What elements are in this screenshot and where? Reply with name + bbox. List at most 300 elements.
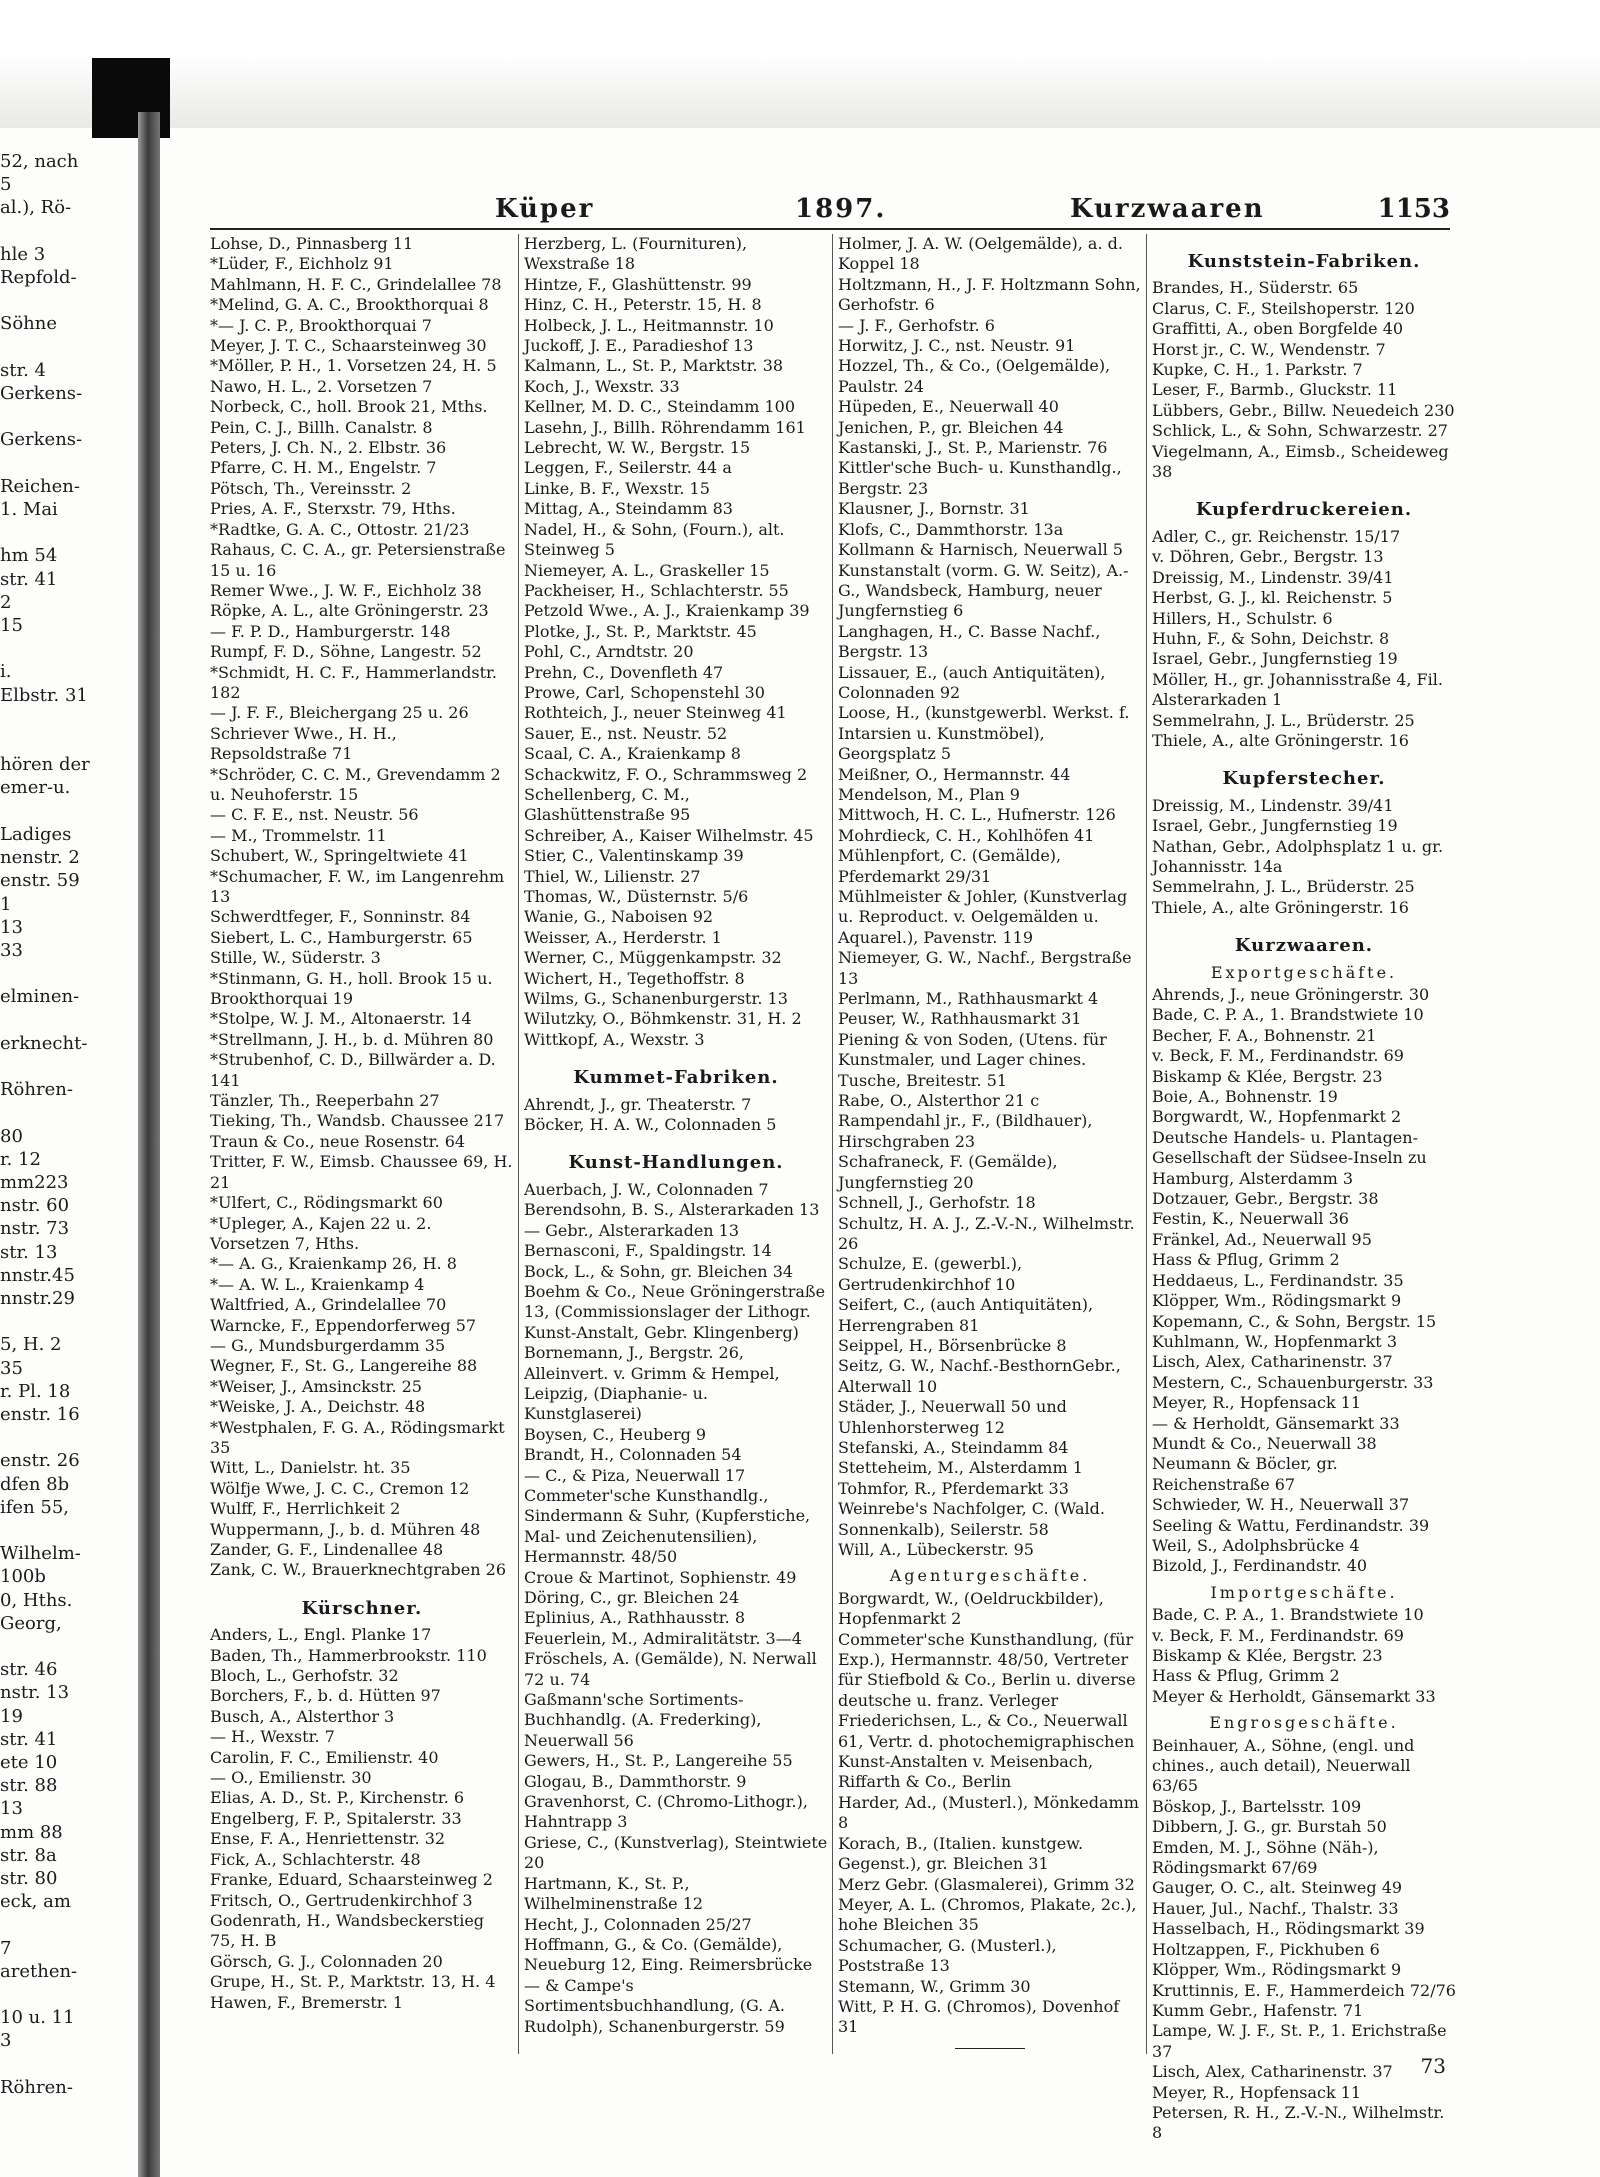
directory-entry: Hintze, F., Glashüttenstr. 99 [524, 274, 752, 294]
directory-entry: Niemeyer, G. W., Nachf., Bergstraße 13 [838, 948, 1132, 988]
directory-entry: Wulff, F., Herrlichkeit 2 [210, 1499, 401, 1519]
directory-entry: Horwitz, J. C., nst. Neustr. 91 [838, 336, 1076, 356]
directory-entry: *Stolpe, W. J. M., Altonaerstr. 14 [210, 1009, 472, 1029]
directory-entry: Thiel, W., Lilienstr. 27 [524, 866, 701, 886]
directory-entry: Lissauer, E., (auch Antiquitäten), Colonnaden 92 [838, 662, 1106, 702]
directory-entry: *Upleger, A., Kajen 22 u. 2. Vorsetzen 7, Hths. [210, 1213, 432, 1253]
directory-entry: Schlick, L., & Sohn, Schwarzestr. 27 [1152, 421, 1448, 441]
directory-entry: Kalmann, L., St. P., Marktstr. 38 [524, 356, 784, 376]
directory-entry: Hüpeden, E., Neuerwall 40 [838, 397, 1059, 417]
subsection-heading: Agenturgeschäfte. [889, 1566, 1091, 1586]
directory-entry: *Möller, P. H., 1. Vorsetzen 24, H. 5 [210, 356, 497, 376]
directory-entry: Israel, Gebr., Jungfernstieg 19 [1152, 816, 1398, 836]
directory-entry: Böskop, J., Bartelsstr. 109 [1152, 1796, 1362, 1816]
directory-entry: Pein, C. J., Billh. Canalstr. 8 [210, 417, 433, 437]
fragment-line: r. 12 [0, 1148, 41, 1170]
directory-entry: Elias, A. D., St. P., Kirchenstr. 6 [210, 1788, 465, 1808]
fragment-line: 7 [0, 1937, 12, 1959]
directory-entry: Franke, Eduard, Schaarsteinweg 2 [210, 1870, 493, 1890]
directory-entry: Peuser, W., Rathhausmarkt 31 [838, 1009, 1082, 1029]
directory-entry: — F. P. D., Hamburgerstr. 148 [210, 621, 451, 641]
fragment-line [0, 405, 132, 428]
directory-entry: — J. F., Gerhofstr. 6 [838, 315, 995, 335]
directory-entry: Schwerdtfeger, F., Sonninstr. 84 [210, 907, 471, 927]
directory-entry: Kopemann, C., & Sohn, Bergstr. 15 [1152, 1311, 1437, 1331]
fragment-line: Georg, [0, 1612, 62, 1634]
directory-entry: Witt, L., Danielstr. ht. 35 [210, 1458, 411, 1478]
directory-entry: Hecht, J., Colonnaden 25/27 [524, 1914, 752, 1934]
directory-entry: Schulze, E. (gewerbl.), Gertrudenkirchhof 10 [838, 1254, 1023, 1294]
directory-entry: v. Beck, F. M., Ferdinandstr. 69 [1152, 1625, 1404, 1645]
fragment-line: Reichen- [0, 475, 80, 497]
directory-entry: Boie, A., Bohnenstr. 19 [1152, 1087, 1338, 1107]
directory-entry: Klöpper, Wm., Rödingsmarkt 9 [1152, 1291, 1402, 1311]
directory-entry: *Strubenhof, C. D., Billwärder a. D. 141 [210, 1050, 496, 1090]
directory-entry: Godenrath, H., Wandsbeckerstieg 75, H. B [210, 1910, 485, 1951]
fragment-line: str. 41 [0, 568, 58, 590]
fragment-line: str. 13 [0, 1241, 58, 1263]
directory-entry: Griese, C., (Kunstverlag), Steintwiete 20 [524, 1832, 828, 1873]
directory-entry: Croue & Martinot, Sophienstr. 49 [524, 1567, 797, 1587]
section-heading: Kupferstecher. [1222, 768, 1386, 790]
section-heading: Kürschner. [301, 1597, 423, 1619]
fragment-line: mm223 [0, 1171, 69, 1193]
header-first-entry: Küper [495, 194, 595, 224]
directory-entry: Schafraneck, F. (Gemälde), Jungfernstieg 20 [838, 1152, 1058, 1192]
directory-entry: *Schmidt, H. C. F., Hammerlandstr. 182 [210, 662, 497, 702]
directory-entry: *Stinmann, G. H., holl. Brook 15 u. Brookthorquai 19 [210, 968, 493, 1009]
directory-entry: Commeter'sche Kunsthandlung, (für Exp.), Hermannstr. 48/50, Vertreter für Stiefbold & Co., Berlin u. diverse deutsche u. franz. Verleger [838, 1629, 1136, 1710]
directory-entry: Boysen, C., Heuberg 9 [524, 1424, 707, 1444]
fragment-line: 2 [0, 591, 12, 613]
directory-entry: Rabe, O., Alsterthor 21 c [838, 1091, 1040, 1111]
fragment-line [0, 521, 132, 544]
directory-entry: Pohl, C., Arndtstr. 20 [524, 642, 694, 662]
fragment-line: 1. Mai [0, 499, 58, 521]
directory-entry: *Strellmann, J. H., b. d. Mühren 80 [210, 1029, 494, 1049]
directory-entry: v. Beck, F. M., Ferdinandstr. 69 [1152, 1046, 1404, 1066]
directory-entry: Borgwardt, W., Hopfenmarkt 2 [1152, 1107, 1402, 1127]
fragment-line: hm 54 [0, 545, 58, 567]
directory-entry: Klöpper, Wm., Rödingsmarkt 9 [1152, 1960, 1402, 1980]
fragment-line: 35 [0, 1357, 23, 1379]
directory-entry: Bizold, J., Ferdinandstr. 40 [1152, 1556, 1368, 1576]
directory-entry: Plotke, J., St. P., Marktstr. 45 [524, 621, 757, 641]
header-rule [210, 228, 1450, 230]
directory-entry: Bornemann, J., Bergstr. 26, Alleinvert. v. Grimm & Hempel, Leipzig, (Diaphanie- u. Kunstglaserei) [524, 1343, 780, 1424]
directory-entry: Kellner, M. D. C., Steindamm 100 [524, 397, 796, 417]
scan-top-background [0, 0, 1600, 128]
directory-entry: Seeling & Wattu, Ferdinandstr. 39 [1152, 1515, 1430, 1535]
directory-entry: Tritter, F. W., Eimsb. Chaussee 69, H. 21 [210, 1152, 513, 1192]
fragment-line: 3 [0, 2030, 12, 2052]
directory-entry: Berendsohn, B. S., Alsterarkaden 13 [524, 1200, 820, 1220]
directory-entry: Rothteich, J., neuer Steinweg 41 [524, 703, 787, 723]
directory-entry: — O., Emilienstr. 30 [210, 1768, 372, 1788]
directory-entry: — & Campe's Sortimentsbuchhandlung, (G. A. Rudolph), Schanenburgerstr. 59 [524, 1975, 785, 2036]
fragment-line: 19 [0, 1705, 23, 1727]
directory-entry: Weil, S., Adolphsbrücke 4 [1152, 1535, 1360, 1555]
directory-entry: Kittler'sche Buch- u. Kunsthandlg., Bergstr. 23 [838, 458, 1122, 498]
page-header [210, 188, 1450, 228]
directory-entry: Pötsch, Th., Vereinsstr. 2 [210, 478, 412, 498]
directory-entry: Herzberg, L. (Fournituren), Wexstraße 18 [524, 234, 748, 274]
fragment-line: erknecht- [0, 1032, 88, 1054]
directory-entry: Leser, F., Barmb., Gluckstr. 11 [1152, 380, 1398, 400]
directory-entry: — Gebr., Alsterarkaden 13 [524, 1220, 740, 1240]
directory-entry: Gravenhorst, C. (Chromo-Lithogr.), Hahntrapp 3 [524, 1792, 808, 1832]
directory-entry: Böcker, H. A. W., Colonnaden 5 [524, 1115, 777, 1135]
directory-entry: Holbeck, J. L., Heitmannstr. 10 [524, 315, 774, 335]
directory-entry: Wanie, G., Naboisen 92 [524, 907, 714, 927]
directory-entry: Tohmfor, R., Pferdemarkt 33 [838, 1478, 1069, 1498]
directory-entry: Waltfried, A., Grindelallee 70 [210, 1295, 447, 1315]
fragment-line [0, 452, 132, 475]
directory-entry: *Radtke, G. A. C., Ottostr. 21/23 [210, 519, 470, 539]
directory-entry: Emden, M. J., Söhne (Näh-), Rödingsmarkt 67/69 [1152, 1837, 1379, 1878]
directory-entry: Semmelrahn, J. L., Brüderstr. 25 [1152, 710, 1415, 730]
fragment-line [0, 336, 132, 359]
fragment-line [0, 1310, 132, 1333]
fragment-line [0, 962, 132, 985]
directory-entry: Linke, B. F., Wexstr. 15 [524, 478, 710, 498]
fragment-line [0, 1426, 132, 1449]
directory-entry: Becher, F. A., Bohnenstr. 21 [1152, 1025, 1377, 1045]
directory-entry: Warncke, F., Eppendorferweg 57 [210, 1315, 477, 1335]
directory-entry: Israel, Gebr., Jungfernstieg 19 [1152, 649, 1398, 669]
directory-entry: Scaal, C. A., Kraienkamp 8 [524, 744, 741, 764]
end-rule [955, 2048, 1025, 2049]
directory-entry: Heddaeus, L., Ferdinandstr. 35 [1152, 1270, 1404, 1290]
fragment-line: enstr. 16 [0, 1403, 80, 1425]
directory-entry: Lasehn, J., Billh. Röhrendamm 161 [524, 417, 806, 437]
directory-entry: *Weiske, J. A., Deichstr. 48 [210, 1397, 426, 1417]
directory-entry: Eplinius, A., Rathhausstr. 8 [524, 1608, 746, 1628]
directory-entry: Seippel, H., Börsenbrücke 8 [838, 1335, 1067, 1355]
directory-entry: Bloch, L., Gerhofstr. 32 [210, 1666, 399, 1686]
fragment-line [0, 2053, 132, 2076]
fragment-line: str. 4 [0, 359, 46, 381]
directory-entry: *Schumacher, F. W., im Langenrehm 13 [210, 866, 505, 906]
fragment-line [0, 1101, 132, 1124]
directory-entry: Borgwardt, W., (Oeldruckbilder), Hopfenmarkt 2 [838, 1588, 1104, 1629]
directory-entry: Wölfje Wwe, J. C. C., Cremon 12 [210, 1478, 470, 1498]
fragment-line: ete 10 [0, 1752, 58, 1774]
subsection-heading: Engrosgeschäfte. [1209, 1713, 1399, 1733]
directory-entry: Hillers, H., Schulstr. 6 [1152, 608, 1333, 628]
fragment-line: arethen- [0, 1960, 78, 1982]
fragment-line: 5, H. 2 [0, 1334, 62, 1356]
directory-entry: Hawen, F., Bremerstr. 1 [210, 1992, 404, 2012]
directory-entry: Wichert, H., Tegethoffstr. 8 [524, 968, 745, 988]
directory-entry: Seifert, C., (auch Antiquitäten), Herrengraben 81 [838, 1295, 1094, 1335]
directory-entry: Werner, C., Müggenkampstr. 32 [524, 948, 782, 968]
directory-entry: Glogau, B., Dammthorstr. 9 [524, 1771, 747, 1791]
directory-entry: Ense, F. A., Henriettenstr. 32 [210, 1829, 446, 1849]
fragment-line: elminen- [0, 986, 80, 1008]
directory-entry: Fränkel, Ad., Neuerwall 95 [1152, 1229, 1372, 1249]
fragment-line: 100b [0, 1566, 46, 1588]
directory-entry: Schnell, J., Gerhofstr. 18 [838, 1193, 1036, 1213]
directory-entry: — H., Wexstr. 7 [210, 1727, 335, 1747]
section-heading: Kupferdruckereien. [1195, 499, 1413, 521]
directory-entry: Piening & von Soden, (Utens. für Kunstmaler, und Lager chines. Tusche, Breitestr. 51 [838, 1029, 1107, 1090]
directory-entry: Meyer, R., Hopfensack 11 [1152, 1393, 1362, 1413]
directory-entry: Klofs, C., Dammthorstr. 13a [838, 519, 1064, 539]
fragment-line [0, 1913, 132, 1936]
directory-entry: Neumann & Böcler, gr. Reichenstraße 67 [1152, 1454, 1338, 1494]
fragment-line [0, 1055, 132, 1078]
directory-entry: Meißner, O., Hermannstr. 44 [838, 764, 1071, 784]
directory-entry: Pfarre, C. H. M., Engelstr. 7 [210, 458, 437, 478]
directory-entry: Ahrendt, J., gr. Theaterstr. 7 [524, 1094, 752, 1114]
directory-entry: Bade, C. P. A., 1. Brandstwiete 10 [1152, 1605, 1424, 1625]
header-category: Kurzwaaren [1070, 194, 1265, 224]
directory-entry: Lebrecht, W. W., Bergstr. 15 [524, 438, 751, 458]
fragment-line: mm 88 [0, 1821, 63, 1843]
directory-entry: *— A. W. L., Kraienkamp 4 [210, 1274, 425, 1294]
directory-entry: Lisch, Alex, Catharinenstr. 37 [1152, 2062, 1393, 2082]
fragment-line [0, 707, 132, 730]
directory-entry: *Ulfert, C., Rödingsmarkt 60 [210, 1193, 443, 1213]
directory-entry: Thiele, A., alte Gröningerstr. 16 [1152, 897, 1409, 917]
directory-entry: Stetteheim, M., Alsterdamm 1 [838, 1458, 1083, 1478]
fragment-line: 15 [0, 615, 23, 637]
fragment-line: nstr. 73 [0, 1218, 70, 1240]
fragment-line: enstr. 26 [0, 1450, 80, 1472]
directory-entry: Rumpf, F. D., Söhne, Langestr. 52 [210, 642, 482, 662]
directory-entry: Brandt, H., Colonnaden 54 [524, 1445, 742, 1465]
directory-entry: Rahaus, C. C. A., gr. Petersienstraße 15 u. 16 [210, 540, 506, 580]
directory-entry: *Melind, G. A. C., Brookthorquai 8 [210, 295, 489, 315]
directory-entry: Fick, A., Schlachterstr. 48 [210, 1849, 421, 1869]
section-heading: Kurzwaaren. [1234, 935, 1374, 957]
directory-entry: Klausner, J., Bornstr. 31 [838, 499, 1030, 519]
directory-entry: Mohrdieck, C. H., Kohlhöfen 41 [838, 825, 1095, 845]
directory-entry: *Lüder, F., Eichholz 91 [210, 254, 394, 274]
directory-entry: Harder, Ad., (Musterl.), Mönkedamm 8 [838, 1792, 1139, 1833]
directory-entry: Packheiser, H., Schlachterstr. 55 [524, 580, 789, 600]
fragment-line: Elbstr. 31 [0, 684, 88, 706]
directory-entry: Kollmann & Harnisch, Neuerwall 5 [838, 540, 1123, 560]
directory-entry: Wegner, F., St. G., Langereihe 88 [210, 1356, 478, 1376]
fragment-line: str. 8a [0, 1844, 57, 1866]
directory-entry: Tänzler, Th., Reeperbahn 27 [210, 1091, 440, 1111]
directory-entry: Lübbers, Gebr., Billw. Neuedeich 230 [1152, 400, 1455, 420]
directory-entry: Gauger, O. C., alt. Steinweg 49 [1152, 1878, 1403, 1898]
directory-entry: Nawo, H. L., 2. Vorsetzen 7 [210, 376, 433, 396]
fragment-line: Röhren- [0, 2076, 73, 2098]
column-divider [832, 234, 833, 2054]
fragment-line [0, 1009, 132, 1032]
directory-entry: Jenichen, P., gr. Bleichen 44 [838, 417, 1064, 437]
directory-entry: Nadel, H., & Sohn, (Fourn.), alt. Steinweg 5 [524, 519, 785, 560]
directory-entry: Dotzauer, Gebr., Bergstr. 38 [1152, 1189, 1379, 1209]
footer-signature-number: 73 [1420, 2054, 1446, 2078]
directory-entry: Niemeyer, A. L., Graskeller 15 [524, 560, 770, 580]
directory-entry: Horst jr., C. W., Wendenstr. 7 [1152, 339, 1386, 359]
directory-entry: Carolin, F. C., Emilienstr. 40 [210, 1747, 439, 1767]
fragment-line: enstr. 59 [0, 870, 80, 892]
directory-entry: Dreissig, M., Lindenstr. 39/41 [1152, 567, 1394, 587]
directory-entry: Mühlmeister & Johler, (Kunstverlag u. Reproduct. v. Oelgemälden u. Aquarel.), Pavenstr. 119 [838, 887, 1128, 947]
directory-entry: Petersen, R. H., Z.-V.-N., Wilhelmstr. 8 [1152, 2102, 1445, 2143]
directory-entry: v. Döhren, Gebr., Bergstr. 13 [1152, 547, 1384, 567]
directory-entry: Schackwitz, F. O., Schrammsweg 2 [524, 764, 808, 784]
directory-entry: Schwieder, W. H., Neuerwall 37 [1152, 1495, 1410, 1515]
directory-entry: Wuppermann, J., b. d. Mühren 48 [210, 1519, 481, 1539]
directory-entry: Fröschels, A. (Gemälde), N. Nerwall 72 u. 74 [524, 1649, 817, 1689]
directory-entry: Koch, J., Wexstr. 33 [524, 376, 680, 396]
directory-entry: Holtzappen, F., Pickhuben 6 [1152, 1939, 1380, 1959]
directory-entry: Remer Wwe., J. W. F., Eichholz 38 [210, 580, 482, 600]
directory-entry: Kumm Gebr., Hafenstr. 71 [1152, 2000, 1364, 2020]
directory-entry: Thomas, W., Düsternstr. 5/6 [524, 887, 749, 906]
directory-entry: Adler, C., gr. Reichenstr. 15/17 [1152, 526, 1401, 546]
directory-entry: Busch, A., Alsterthor 3 [210, 1706, 395, 1726]
fragment-line: str. 41 [0, 1728, 58, 1750]
directory-entry: Röpke, A. L., alte Gröningerstr. 23 [210, 601, 489, 621]
fragment-line: Wilhelm- [0, 1543, 81, 1565]
directory-entry: Möller, H., gr. Johannisstraße 4, Fil. Alsterarkaden 1 [1152, 669, 1443, 710]
directory-entry: Hasselbach, H., Rödingsmarkt 39 [1152, 1919, 1425, 1939]
directory-entry: — C., & Piza, Neuerwall 17 [524, 1465, 746, 1485]
fragment-line: 10 u. 11 [0, 2007, 75, 2029]
directory-entry: Hartmann, K., St. P., Wilhelminenstraße 12 [524, 1873, 704, 1914]
directory-entry: Loose, H., (kunstgewerbl. Werkst. f. Intarsien u. Kunstmöbel), Georgsplatz 5 [838, 703, 1130, 764]
directory-entry: Langhagen, H., C. Basse Nachf., Bergstr. 13 [838, 621, 1101, 662]
directory-entry: Schubert, W., Springeltwiete 41 [210, 846, 469, 866]
fragment-line: dfen 8b [0, 1473, 70, 1495]
fragment-line: Röhren- [0, 1079, 73, 1101]
directory-entry: Kupke, C. H., 1. Parkstr. 7 [1152, 360, 1363, 380]
book-spine-gutter [138, 112, 160, 2177]
fragment-line: 13 [0, 916, 23, 938]
directory-entry: Semmelrahn, J. L., Brüderstr. 25 [1152, 877, 1415, 897]
directory-entry: Leggen, F., Seilerstr. 44 a [524, 458, 732, 478]
directory-entry: Hass & Pflug, Grimm 2 [1152, 1250, 1340, 1270]
directory-entry: Hinz, C. H., Peterstr. 15, H. 8 [524, 295, 762, 315]
directory-entry: Friederichsen, L., & Co., Neuerwall 61, Vertr. d. photochemigraphischen Kunst-Anstalten v. Meisenbach, Riffarth & Co., Berlin [838, 1711, 1135, 1792]
directory-entry: *Schröder, C. C. M., Grevendamm 2 u. Neuhoferstr. 15 [210, 764, 501, 804]
fragment-line: hle 3 [0, 243, 46, 265]
directory-entry: Festin, K., Neuerwall 36 [1152, 1209, 1349, 1229]
directory-entry: — G., Mundsburgerdamm 35 [210, 1335, 446, 1355]
directory-entry: Mestern, C., Schauenburgerstr. 33 [1152, 1372, 1434, 1392]
directory-entry: Bock, L., & Sohn, gr. Bleichen 34 [524, 1261, 794, 1281]
directory-entry: Prehn, C., Dovenfleth 47 [524, 662, 724, 682]
directory-entry: Petzold Wwe., A. J., Kraienkamp 39 [524, 601, 810, 621]
directory-entry: Meyer & Herholdt, Gänsemarkt 33 [1152, 1686, 1436, 1706]
section-heading: Kunst-Handlungen. [568, 1152, 784, 1174]
directory-entry: Viegelmann, A., Eimsb., Scheideweg 38 [1152, 441, 1449, 482]
fragment-line [0, 289, 132, 312]
directory-entry: Schumacher, G. (Musterl.), Poststraße 13 [838, 1935, 1057, 1976]
section-heading: Kunststein-Fabriken. [1187, 251, 1421, 272]
fragment-line: str. 88 [0, 1775, 58, 1797]
column-2 [524, 234, 828, 2074]
fragment-line: nstr. 60 [0, 1195, 70, 1217]
directory-entry: Brandes, H., Süderstr. 65 [1152, 278, 1359, 298]
directory-entry: Dreissig, M., Lindenstr. 39/41 [1152, 795, 1394, 815]
directory-entry: Gaßmann'sche Sortiments-Buchhandlg. (A. Frederking), Neuerwall 56 [524, 1690, 762, 1750]
directory-entry: Mittwoch, H. C. L., Hufnerstr. 126 [838, 805, 1116, 825]
directory-entry: Görsch, G. J., Colonnaden 20 [210, 1951, 443, 1971]
section-heading: Kummet-Fabriken. [573, 1067, 779, 1089]
fragment-line: str. 80 [0, 1868, 58, 1890]
directory-entry: Graffitti, A., oben Borgfelde 40 [1152, 319, 1404, 339]
directory-entry: Deutsche Handels- u. Plantagen-Gesellschaft der Südsee-Inseln zu Hamburg, Alsterdamm 3 [1152, 1127, 1427, 1188]
fragment-line: 1 [0, 893, 12, 915]
directory-entry: Boehm & Co., Neue Gröningerstraße 13, (Commissionslager der Lithogr. Kunst-Anstalt, Gebr. Klingenberg) [524, 1281, 826, 1342]
directory-entry: Weisser, A., Herderstr. 1 [524, 927, 722, 947]
column-3 [838, 234, 1142, 2074]
directory-entry: Wilutzky, O., Böhmkenstr. 31, H. 2 [524, 1009, 802, 1029]
directory-entry: Schriever Wwe., H. H., Repsoldstraße 71 [210, 723, 397, 764]
directory-entry: *Weiser, J., Amsinckstr. 25 [210, 1376, 422, 1396]
directory-entry: Weinrebe's Nachfolger, C. (Wald. Sonnenkalb), Seilerstr. 58 [838, 1499, 1105, 1539]
directory-entry: Hoffmann, G., & Co. (Gemälde), Neueburg 12, Eing. Reimersbrücke [524, 1934, 813, 1975]
fragment-line [0, 1635, 132, 1658]
directory-entry: Meyer, A. L. (Chromos, Plakate, 2c.), hohe Bleichen 35 [838, 1894, 1137, 1935]
directory-entry: — & Herholdt, Gänsemarkt 33 [1152, 1413, 1400, 1433]
fragment-line: 33 [0, 939, 23, 961]
fragment-line: ifen 55, [0, 1496, 70, 1518]
fragment-line: 5 [0, 174, 12, 196]
directory-entry: Siebert, L. C., Hamburgerstr. 65 [210, 927, 473, 947]
directory-entry: Stefanski, A., Steindamm 84 [838, 1437, 1069, 1457]
fragment-line: nnstr.29 [0, 1287, 75, 1309]
fragment-line [0, 800, 132, 823]
directory-entry: — M., Trommelstr. 11 [210, 825, 387, 845]
directory-entry: Juckoff, J. E., Paradieshof 13 [524, 336, 754, 356]
directory-entry: Engelberg, F. P., Spitalerstr. 33 [210, 1808, 462, 1828]
directory-entry: Norbeck, C., holl. Brook 21, Mths. [210, 397, 488, 417]
directory-entry: Herbst, G. J., kl. Reichenstr. 5 [1152, 588, 1393, 608]
fragment-line: 52, nach [0, 151, 79, 172]
fragment-line: nstr. 13 [0, 1682, 70, 1704]
fragment-line: emer-u. [0, 777, 71, 799]
directory-entry: Perlmann, M., Rathhausmarkt 4 [838, 989, 1099, 1009]
fragment-line: 13 [0, 1798, 23, 1820]
directory-entry: Sauer, E., nst. Neustr. 52 [524, 723, 728, 743]
directory-entry: Schellenberg, C. M., Glashüttenstraße 95 [524, 784, 691, 825]
directory-page [210, 188, 1456, 2143]
fragment-line [0, 1519, 132, 1542]
directory-entry: Prowe, Carl, Schopenstehl 30 [524, 682, 765, 702]
directory-entry: Nathan, Gebr., Adolphsplatz 1 u. gr. Johannisstr. 14a [1152, 836, 1444, 876]
directory-entry: Mittag, A., Steindamm 83 [524, 499, 733, 519]
directory-entry: Hozzel, Th., & Co., (Oelgemälde), Paulstr. 24 [838, 356, 1111, 396]
directory-entry: Wilms, G., Schanenburgerstr. 13 [524, 989, 788, 1009]
directory-entry: *Westphalen, F. G. A., Rödingsmarkt 35 [210, 1417, 505, 1457]
directory-entry: Döring, C., gr. Bleichen 24 [524, 1588, 740, 1607]
directory-entry: Gewers, H., St. P., Langereihe 55 [524, 1751, 793, 1771]
fragment-line: str. 46 [0, 1659, 58, 1681]
directory-entry: *— J. C. P., Brookthorquai 7 [210, 315, 432, 335]
column-divider [518, 234, 519, 2054]
directory-entry: Feuerlein, M., Admiralitätstr. 3—4 [524, 1628, 802, 1648]
directory-entry: Witt, P. H. G. (Chromos), Dovenhof 31 [838, 1996, 1120, 2037]
fragment-line [0, 730, 132, 753]
fragment-line: Gerkens- [0, 429, 83, 451]
directory-entry: Baden, Th., Hammerbrookstr. 110 [210, 1645, 487, 1665]
directory-entry: Will, A., Lübeckerstr. 95 [838, 1540, 1034, 1559]
directory-entry: Mendelson, M., Plan 9 [838, 784, 1020, 804]
header-page-number: 1153 [1377, 194, 1450, 224]
subsection-heading: Importgeschäfte. [1210, 1582, 1398, 1602]
directory-entry: Fritsch, O., Gertrudenkirchhof 3 [210, 1890, 473, 1910]
